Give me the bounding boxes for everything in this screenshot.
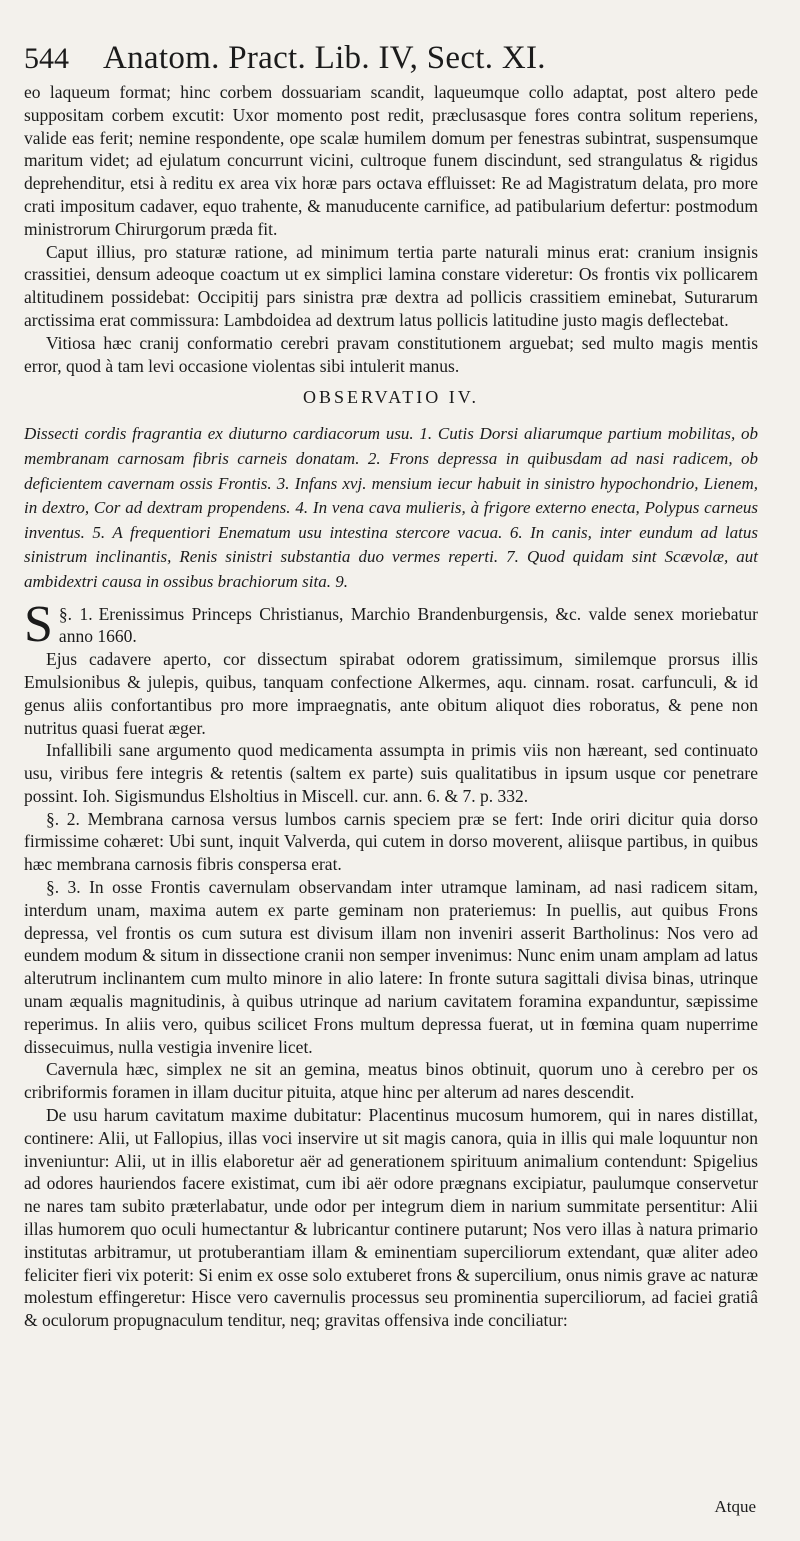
paragraph-caput: Caput illius, pro staturæ ratione, ad minimum tertia parte naturali minus erat: cranium insignis crassitiei, densum adeoque coactum ut ex simplici lamina constare videretur: Os frontis vix pollicarem altitudinem possidebat: Occipitij pars sinistra præ dextra ad pollicis crassitiem eminebat, Suturarum arctissima erat commissura: Lambdoidea ad dextrum latus pollicis latitudine justo magis deflectebat.	[24, 241, 758, 330]
running-title: Anatom. Pract. Lib. IV, Sect. XI.	[103, 40, 546, 76]
paragraph-section-2: §. 2. Membrana carnosa versus lumbos carnis speciem præ se fert: Inde oriri dicitur quia dorso firmissime cohæret: Ubi sunt, inquit Valverda, qui cutem in dorso moverent, aliisque partibus, in quibus hæc membrana carnosis fibris conspersa erat.	[24, 808, 758, 875]
paragraph-vitiosa: Vitiosa hæc cranij conformatio cerebri pravam constitutionem arguebat; sed multo magis mentis error, quod à tam levi occasione violentas sibi intulerit manus.	[24, 332, 758, 376]
paragraph-de-usu: De usu harum cavitatum maxime dubitatur: Placentinus mucosum humorem, qui in nares distillat, continere: Alii, ut Fallopius, illas voci inservire ut sit magis canora, quia in illis qui male loquuntur non inveniuntur: Alii, ut in illis elaboretur aër ad generationem spirituum animalium contendunt: Spigelius ad odores hauriendos facere existimat, cum ibi aër odore prægnans excipiatur, paulumque conservetur ne nares tam subito præterlabatur, unde odor per integrum diem in narium summitate persentitur: Alii illas humorem quo oculi humectantur & lubricantur continere putarunt; Nos vero illas à natura primario institutas arbitramur, ut protuberantiam illam & eminentiam superciliorum extendant, quæ aliter adeo feliciter fieri vix poterit: Si enim ex osse solo extuberet frons & supercilium, onus nimis grave ac naturæ molestum effingeretur: Hisce vero cavernulis processus seu prominentia superciliorum, ad faciei gratiâ & oculorum propugnaculum tenditur, neq; gravitas offensiva inde conciliatur:	[24, 1105, 758, 1331]
observation-title: OBSERVATIO IV.	[303, 387, 479, 408]
paragraph-cavernula: Cavernula hæc, simplex ne sit an gemina, meatus binos obtinuit, quorum uno à cerebro per os cribriformis foramen in illam ducitur pituita, atque hinc per alterum ad nares descendit.	[24, 1059, 758, 1103]
paragraph-cadavere: Ejus cadavere aperto, cor dissectum spirabat odorem gratissimum, similemque prorsus illis Emulsionibus & julepis, quibus, tanquam confectione Alkermes, aqu. cinnam. rosat. carfunculi, & id genus aliis confortantibus pro more impraegnatis, ante obitum aliquot dies roboratus, & pene non nutritus quasi fuerat æger.	[24, 649, 758, 738]
section-1-text: Erenissimus Princeps Christianus, Marchio Brandenburgensis, &c. valde senex moriebatur anno 1660.	[58, 603, 758, 647]
paragraph-section-3: §. 3. In osse Frontis cavernulam observandam inter utramque laminam, ad nasi radicem sitam, interdum unam, maxima autem ex parte geminam non prateriemus: In puellis, aut quibus Frons depressa, vel frontis os cum sutura est divisum illam non inveniri asserit Bartholinus: Nos vero ad eundem modum & situm in dissectione cranii non semper invenimus: Nunc enim unam amplam ad latus alterutrum inclinantem cum multo minore in alio latere: In fronte sutura sagittali divisa binas, utrinque unam æqualis magnitudinis, à quibus utrinque ad narium cavitatem foramina expanduntur, sæpissime reperimus. In aliis vero, quibus scilicet Frons multum depressa fuerat, ut in fœmina quam nuperrime dissecuimus, nulla vestigia invenire licet.	[24, 877, 758, 1057]
drop-capital: S	[24, 595, 53, 653]
observation-summary: Dissecti cordis fragrantia ex diuturno cardiacorum usu. 1. Cutis Dorsi aliarumque partium mobilitas, ob membranam carnosam fibris carneis donatam. 2. Frons depressa in quibusdam ad nasi radicem, ob deficientem cavernam ossis Frontis. 3. Infans xvj. mensium iecur habuit in sinistro hypochondrio, Lienem, in dextro, Cor ad dextram propendens. 4. In vena cava mulieris, à frigore externo enecta, Polypus carneus inventus. 5. A frequentiori Enematum usu intestina stercore vacua. 6. In canis, inter eundum ad latus sinistrum inclinantis, Renis sinistri substantia duo vermes reperti. 7. Quod quidam sint Scævolæ, aut ambidextri causa in ossibus brachiorum sita. 9.	[24, 424, 758, 591]
catchword: Atque	[714, 1497, 756, 1516]
page-number: 544	[24, 42, 69, 75]
page-header	[24, 40, 758, 77]
section-marker: §. 1.	[58, 603, 93, 624]
paragraph-continuation: eo laqueum format; hinc corbem dossuariam scandit, laqueumque collo adaptat, post altero pede suppositam corbem excutit: Uxor momento post redit, præclusasque fores contra solitum reperiens, valide eas ferit; nemine respondente, ope scalæ humilem domum per fenestras subintrat, suspensumque maritum videt; ad ejulatum concurrunt vicini, cultroque funem discindunt, sed strangulatus & rigidus deprehenditur, etsi à reditu ex area vix horæ pars octava effluisset: Re ad Magistratum delata, pro more crati impositum cadaver, equo trahente, & manuducente carnifice, ad patibularium defertur: postmodum ministrorum Chirurgorum præda fit.	[24, 82, 758, 239]
paragraph-infallibili: Infallibili sane argumento quod medicamenta assumpta in primis viis non hæreant, sed continuato usu, viribus fere integris & retentis (saltem ex parte) suis qualitatibus in ipsum usque cor penetrare possint. Ioh. Sigismundus Elsholtius in Miscell. cur. ann. 6. & 7. p. 332.	[24, 740, 758, 806]
section-1-paragraph	[24, 595, 758, 653]
